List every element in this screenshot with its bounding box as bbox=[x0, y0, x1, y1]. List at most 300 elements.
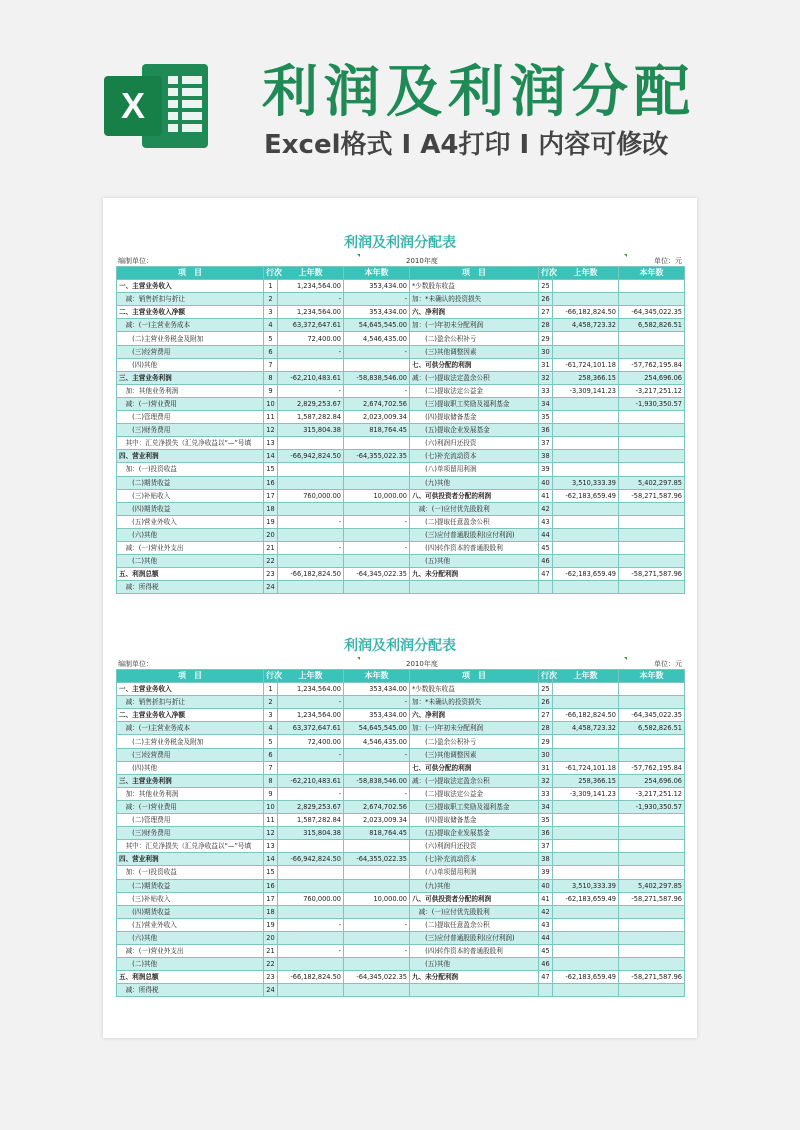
right-current-year-cell: 5,402,297.85 bbox=[619, 879, 685, 892]
right-line-no-cell: 27 bbox=[539, 306, 553, 319]
left-line-no-cell: 13 bbox=[264, 840, 278, 853]
right-line-no-cell: 30 bbox=[539, 748, 553, 761]
table-row bbox=[117, 774, 685, 787]
table-row bbox=[117, 437, 685, 450]
right-current-year-cell bbox=[619, 502, 685, 515]
right-current-year-cell bbox=[619, 280, 685, 293]
right-line-no-cell: 37 bbox=[539, 437, 553, 450]
left-item-cell: 三、主营业务利润 bbox=[117, 371, 264, 384]
right-item-cell: 加：(一)年初未分配利润 bbox=[410, 319, 539, 332]
left-current-year-cell bbox=[344, 502, 410, 515]
table-header-row bbox=[117, 267, 685, 280]
left-prev-year-cell: 72,400.00 bbox=[278, 735, 344, 748]
currency-unit-label: 单位：元 bbox=[654, 660, 682, 668]
left-prev-year-cell bbox=[278, 879, 344, 892]
left-line-no-cell: 21 bbox=[264, 541, 278, 554]
left-current-year-cell: 353,434.00 bbox=[344, 709, 410, 722]
left-item-cell: 减：(一)主营业务成本 bbox=[117, 319, 264, 332]
right-current-year-cell: 254,696.06 bbox=[619, 774, 685, 787]
left-current-year-cell: - bbox=[344, 515, 410, 528]
left-item-cell: 减：(一)营业外支出 bbox=[117, 944, 264, 957]
right-current-year-cell bbox=[619, 984, 685, 997]
left-line-no-cell: 10 bbox=[264, 397, 278, 410]
right-item-cell: *少数股东收益 bbox=[410, 683, 539, 696]
right-prev-year-cell bbox=[553, 437, 619, 450]
right-prev-year-cell: 258,366.15 bbox=[553, 774, 619, 787]
right-prev-year-cell bbox=[553, 528, 619, 541]
left-prev-year-cell: 63,372,647.61 bbox=[278, 722, 344, 735]
left-line-no-cell: 20 bbox=[264, 931, 278, 944]
right-item-cell: (三)提取职工奖励及福利基金 bbox=[410, 800, 539, 813]
table-header-row bbox=[117, 670, 685, 683]
left-prev-year-cell bbox=[278, 984, 344, 997]
right-prev-year-cell bbox=[553, 866, 619, 879]
comment-marker-icon bbox=[357, 254, 360, 257]
table-row bbox=[117, 696, 685, 709]
left-current-year-cell: -64,355,022.35 bbox=[344, 853, 410, 866]
left-line-no-cell: 5 bbox=[264, 332, 278, 345]
left-line-no-cell: 14 bbox=[264, 450, 278, 463]
right-prev-year-cell bbox=[553, 814, 619, 827]
table-row bbox=[117, 581, 685, 594]
right-current-year-cell: -57,762,195.84 bbox=[619, 761, 685, 774]
right-line-no-cell: 47 bbox=[539, 568, 553, 581]
left-line-no-cell: 7 bbox=[264, 761, 278, 774]
right-current-year-cell: -64,345,022.35 bbox=[619, 709, 685, 722]
left-item-cell: (四)其他 bbox=[117, 761, 264, 774]
table-row bbox=[117, 450, 685, 463]
left-item-cell: 减：所得税 bbox=[117, 984, 264, 997]
right-item-cell: (三)其他调整因素 bbox=[410, 345, 539, 358]
left-prev-year-cell bbox=[278, 581, 344, 594]
left-item-cell: (三)经营费用 bbox=[117, 345, 264, 358]
right-prev-year-cell bbox=[553, 840, 619, 853]
left-item-cell: (二)其他 bbox=[117, 958, 264, 971]
right-prev-year-cell: 3,510,333.39 bbox=[553, 879, 619, 892]
right-line-no-cell: 35 bbox=[539, 411, 553, 424]
left-prev-year-cell bbox=[278, 761, 344, 774]
report-table bbox=[116, 669, 685, 997]
table-row bbox=[117, 984, 685, 997]
right-line-no-cell: 28 bbox=[539, 319, 553, 332]
left-item-cell: (三)经营费用 bbox=[117, 748, 264, 761]
left-item-cell: 二、主营业务收入净额 bbox=[117, 709, 264, 722]
right-current-year-cell bbox=[619, 696, 685, 709]
right-prev-year-cell bbox=[553, 800, 619, 813]
left-line-no-cell: 6 bbox=[264, 345, 278, 358]
main-title: 利润及利润分配 bbox=[262, 59, 696, 125]
unit-label: 编制单位： bbox=[118, 257, 153, 265]
right-current-year-cell bbox=[619, 450, 685, 463]
right-prev-year-cell bbox=[553, 984, 619, 997]
right-current-year-cell bbox=[619, 555, 685, 568]
left-prev-year-cell: - bbox=[278, 345, 344, 358]
left-prev-year-cell: - bbox=[278, 696, 344, 709]
right-line-no-cell: 39 bbox=[539, 463, 553, 476]
left-line-no-cell: 8 bbox=[264, 774, 278, 787]
right-item-cell: 七、可供分配的利润 bbox=[410, 761, 539, 774]
left-item-cell: 二、主营业务收入净额 bbox=[117, 306, 264, 319]
right-item-cell: (五)其他 bbox=[410, 958, 539, 971]
right-current-year-cell bbox=[619, 905, 685, 918]
right-prev-year-cell bbox=[553, 424, 619, 437]
right-line-no-cell: 40 bbox=[539, 879, 553, 892]
right-current-year-cell bbox=[619, 293, 685, 306]
left-prev-year-cell bbox=[278, 905, 344, 918]
left-line-no-cell: 11 bbox=[264, 814, 278, 827]
table-row bbox=[117, 319, 685, 332]
table-row bbox=[117, 463, 685, 476]
left-prev-year-cell: -62,210,483.61 bbox=[278, 774, 344, 787]
left-item-cell: (三)财务费用 bbox=[117, 827, 264, 840]
comment-marker-icon bbox=[624, 657, 627, 660]
right-line-no-cell: 42 bbox=[539, 905, 553, 918]
right-line-no-cell: 41 bbox=[539, 489, 553, 502]
left-current-year-cell bbox=[344, 476, 410, 489]
right-prev-year-cell: 258,366.15 bbox=[553, 371, 619, 384]
right-current-year-cell bbox=[619, 411, 685, 424]
right-current-year-cell bbox=[619, 735, 685, 748]
left-current-year-cell: 10,000.00 bbox=[344, 489, 410, 502]
right-line-no-cell: 46 bbox=[539, 958, 553, 971]
right-prev-year-cell bbox=[553, 958, 619, 971]
period-label: 2010年度 bbox=[406, 660, 438, 668]
right-prev-year-cell bbox=[553, 502, 619, 515]
left-prev-year-cell bbox=[278, 840, 344, 853]
right-line-no-cell: 47 bbox=[539, 971, 553, 984]
left-item-cell: (三)补贴收入 bbox=[117, 892, 264, 905]
table-row bbox=[117, 384, 685, 397]
right-line-no-cell: 35 bbox=[539, 814, 553, 827]
left-prev-year-cell bbox=[278, 958, 344, 971]
right-item-cell bbox=[410, 984, 539, 997]
right-prev-year-cell bbox=[553, 827, 619, 840]
left-item-cell: 加：其他业务利润 bbox=[117, 384, 264, 397]
right-item-cell: (二)盈余公积补亏 bbox=[410, 735, 539, 748]
right-line-no-cell: 43 bbox=[539, 918, 553, 931]
right-prev-year-cell: -62,183,659.49 bbox=[553, 892, 619, 905]
right-current-year-cell: 254,696.06 bbox=[619, 371, 685, 384]
left-line-no-cell: 22 bbox=[264, 958, 278, 971]
table-row bbox=[117, 515, 685, 528]
right-prev-year-cell bbox=[553, 555, 619, 568]
right-prev-year-cell bbox=[553, 397, 619, 410]
left-line-no-cell: 16 bbox=[264, 879, 278, 892]
table-row bbox=[117, 958, 685, 971]
left-prev-year-cell: 1,587,282.84 bbox=[278, 411, 344, 424]
left-current-year-cell bbox=[344, 358, 410, 371]
left-item-cell: 一、主营业务收入 bbox=[117, 280, 264, 293]
right-current-year-cell bbox=[619, 748, 685, 761]
right-prev-year-cell: -61,724,101.18 bbox=[553, 358, 619, 371]
left-current-year-cell bbox=[344, 958, 410, 971]
right-current-year-cell: -58,271,587.96 bbox=[619, 892, 685, 905]
right-line-no-cell bbox=[539, 984, 553, 997]
column-header: 上年数 bbox=[553, 670, 619, 683]
left-line-no-cell: 10 bbox=[264, 800, 278, 813]
column-header: 项 目 bbox=[117, 670, 264, 683]
column-header: 上年数 bbox=[278, 267, 344, 280]
currency-unit-label: 单位：元 bbox=[654, 257, 682, 265]
right-item-cell: 加：*未确认的投资损失 bbox=[410, 696, 539, 709]
right-current-year-cell: -1,930,350.57 bbox=[619, 397, 685, 410]
right-line-no-cell: 29 bbox=[539, 735, 553, 748]
table-row bbox=[117, 280, 685, 293]
left-line-no-cell: 6 bbox=[264, 748, 278, 761]
left-line-no-cell: 3 bbox=[264, 306, 278, 319]
right-current-year-cell: -58,271,587.96 bbox=[619, 971, 685, 984]
left-line-no-cell: 8 bbox=[264, 371, 278, 384]
right-line-no-cell: 36 bbox=[539, 424, 553, 437]
right-item-cell: (二)提取法定公益金 bbox=[410, 384, 539, 397]
left-item-cell: (二)主营业务税金及附加 bbox=[117, 735, 264, 748]
right-current-year-cell bbox=[619, 528, 685, 541]
left-line-no-cell: 21 bbox=[264, 944, 278, 957]
left-item-cell: (五)营业外收入 bbox=[117, 515, 264, 528]
left-current-year-cell: -58,838,546.00 bbox=[344, 774, 410, 787]
right-item-cell: (七)补充流动资本 bbox=[410, 450, 539, 463]
table-row bbox=[117, 931, 685, 944]
left-prev-year-cell: 760,000.00 bbox=[278, 892, 344, 905]
column-header: 上年数 bbox=[278, 670, 344, 683]
left-item-cell: 五、利润总额 bbox=[117, 568, 264, 581]
left-line-no-cell: 14 bbox=[264, 853, 278, 866]
left-line-no-cell: 13 bbox=[264, 437, 278, 450]
left-line-no-cell: 17 bbox=[264, 489, 278, 502]
right-item-cell: (八)单项留用利润 bbox=[410, 463, 539, 476]
right-item-cell: 八、可供投资者分配的利润 bbox=[410, 892, 539, 905]
right-item-cell: *少数股东收益 bbox=[410, 280, 539, 293]
right-line-no-cell bbox=[539, 581, 553, 594]
right-line-no-cell: 32 bbox=[539, 774, 553, 787]
right-item-cell: (四)转作资本的普通股股利 bbox=[410, 541, 539, 554]
right-item-cell: (三)其他调整因素 bbox=[410, 748, 539, 761]
comment-marker-icon bbox=[624, 254, 627, 257]
table-row bbox=[117, 787, 685, 800]
left-prev-year-cell bbox=[278, 502, 344, 515]
right-item-cell: (五)其他 bbox=[410, 555, 539, 568]
table-row bbox=[117, 892, 685, 905]
excel-logo-icon bbox=[102, 56, 212, 156]
right-item-cell: (六)利润归还投资 bbox=[410, 437, 539, 450]
table-row bbox=[117, 489, 685, 502]
left-item-cell: 减：所得税 bbox=[117, 581, 264, 594]
right-line-no-cell: 26 bbox=[539, 696, 553, 709]
right-item-cell: (四)提取储备基金 bbox=[410, 814, 539, 827]
left-line-no-cell: 4 bbox=[264, 319, 278, 332]
left-current-year-cell: - bbox=[344, 293, 410, 306]
right-current-year-cell bbox=[619, 541, 685, 554]
right-current-year-cell bbox=[619, 866, 685, 879]
left-item-cell: (二)期货收益 bbox=[117, 476, 264, 489]
left-current-year-cell: -64,345,022.35 bbox=[344, 568, 410, 581]
left-current-year-cell bbox=[344, 866, 410, 879]
left-line-no-cell: 5 bbox=[264, 735, 278, 748]
right-item-cell: (二)盈余公积补亏 bbox=[410, 332, 539, 345]
right-prev-year-cell: 3,510,333.39 bbox=[553, 476, 619, 489]
table-row bbox=[117, 761, 685, 774]
left-prev-year-cell: -66,182,824.50 bbox=[278, 971, 344, 984]
right-item-cell: 六、净利润 bbox=[410, 306, 539, 319]
column-header: 本年数 bbox=[344, 670, 410, 683]
right-prev-year-cell bbox=[553, 450, 619, 463]
right-prev-year-cell bbox=[553, 411, 619, 424]
table-row bbox=[117, 555, 685, 568]
right-prev-year-cell bbox=[553, 683, 619, 696]
right-current-year-cell bbox=[619, 931, 685, 944]
left-prev-year-cell: 760,000.00 bbox=[278, 489, 344, 502]
right-item-cell: (二)提取法定公益金 bbox=[410, 787, 539, 800]
table-row bbox=[117, 424, 685, 437]
left-current-year-cell bbox=[344, 528, 410, 541]
right-prev-year-cell: -3,309,141.23 bbox=[553, 384, 619, 397]
left-current-year-cell bbox=[344, 905, 410, 918]
right-item-cell: 九、未分配利润 bbox=[410, 971, 539, 984]
right-prev-year-cell: -3,309,141.23 bbox=[553, 787, 619, 800]
right-line-no-cell: 33 bbox=[539, 384, 553, 397]
right-item-cell bbox=[410, 581, 539, 594]
table-row bbox=[117, 814, 685, 827]
left-current-year-cell: - bbox=[344, 944, 410, 957]
left-current-year-cell bbox=[344, 931, 410, 944]
right-item-cell: (六)利润归还投资 bbox=[410, 840, 539, 853]
right-prev-year-cell bbox=[553, 463, 619, 476]
right-item-cell: (四)提取储备基金 bbox=[410, 411, 539, 424]
left-current-year-cell: 818,764.45 bbox=[344, 424, 410, 437]
left-current-year-cell bbox=[344, 463, 410, 476]
right-item-cell: (八)单项留用利润 bbox=[410, 866, 539, 879]
sheet-meta bbox=[116, 254, 684, 266]
right-line-no-cell: 45 bbox=[539, 541, 553, 554]
left-item-cell: (三)财务费用 bbox=[117, 424, 264, 437]
left-prev-year-cell: 72,400.00 bbox=[278, 332, 344, 345]
left-prev-year-cell bbox=[278, 476, 344, 489]
right-prev-year-cell bbox=[553, 541, 619, 554]
left-item-cell: (二)管理费用 bbox=[117, 814, 264, 827]
right-item-cell: 七、可供分配的利润 bbox=[410, 358, 539, 371]
right-current-year-cell: 6,582,826.51 bbox=[619, 319, 685, 332]
left-prev-year-cell: 2,829,253.67 bbox=[278, 800, 344, 813]
right-current-year-cell: -1,930,350.57 bbox=[619, 800, 685, 813]
left-prev-year-cell: - bbox=[278, 384, 344, 397]
left-line-no-cell: 1 bbox=[264, 280, 278, 293]
column-header: 项 目 bbox=[410, 267, 539, 280]
right-line-no-cell: 31 bbox=[539, 761, 553, 774]
left-current-year-cell: -64,345,022.35 bbox=[344, 971, 410, 984]
right-prev-year-cell: -62,183,659.49 bbox=[553, 971, 619, 984]
left-line-no-cell: 15 bbox=[264, 463, 278, 476]
right-current-year-cell: -64,345,022.35 bbox=[619, 306, 685, 319]
right-current-year-cell bbox=[619, 424, 685, 437]
left-current-year-cell: 4,546,435.00 bbox=[344, 332, 410, 345]
table-row bbox=[117, 709, 685, 722]
left-current-year-cell: -58,838,546.00 bbox=[344, 371, 410, 384]
left-item-cell: 加：(一)投资收益 bbox=[117, 463, 264, 476]
left-current-year-cell: 353,434.00 bbox=[344, 306, 410, 319]
left-item-cell: 其中：汇兑净损失（汇兑净收益以“—”号填 bbox=[117, 840, 264, 853]
left-current-year-cell: 54,645,545.00 bbox=[344, 319, 410, 332]
unit-label: 编制单位： bbox=[118, 660, 153, 668]
left-current-year-cell: - bbox=[344, 918, 410, 931]
left-line-no-cell: 22 bbox=[264, 555, 278, 568]
left-current-year-cell: 2,674,702.56 bbox=[344, 397, 410, 410]
table-row bbox=[117, 358, 685, 371]
right-item-cell: (五)提取企业发展基金 bbox=[410, 827, 539, 840]
right-current-year-cell bbox=[619, 827, 685, 840]
right-item-cell: 减：(一)应付优先股股利 bbox=[410, 502, 539, 515]
right-item-cell: (五)提取企业发展基金 bbox=[410, 424, 539, 437]
right-prev-year-cell bbox=[553, 280, 619, 293]
right-prev-year-cell bbox=[553, 853, 619, 866]
right-current-year-cell bbox=[619, 958, 685, 971]
right-item-cell: 减：(一)应付优先股股利 bbox=[410, 905, 539, 918]
right-current-year-cell bbox=[619, 814, 685, 827]
left-current-year-cell: - bbox=[344, 748, 410, 761]
table-row bbox=[117, 866, 685, 879]
column-header: 本年数 bbox=[344, 267, 410, 280]
left-item-cell: 减：销售折扣与折让 bbox=[117, 293, 264, 306]
left-current-year-cell: 2,023,009.34 bbox=[344, 411, 410, 424]
table-row bbox=[117, 683, 685, 696]
right-current-year-cell bbox=[619, 345, 685, 358]
right-current-year-cell: -3,217,251.12 bbox=[619, 384, 685, 397]
left-item-cell: (四)期货收益 bbox=[117, 502, 264, 515]
right-line-no-cell: 33 bbox=[539, 787, 553, 800]
right-prev-year-cell: -62,183,659.49 bbox=[553, 568, 619, 581]
left-line-no-cell: 9 bbox=[264, 384, 278, 397]
column-header: 项 目 bbox=[410, 670, 539, 683]
left-prev-year-cell: 2,829,253.67 bbox=[278, 397, 344, 410]
right-current-year-cell bbox=[619, 840, 685, 853]
right-prev-year-cell bbox=[553, 735, 619, 748]
left-line-no-cell: 18 bbox=[264, 905, 278, 918]
left-current-year-cell: 2,674,702.56 bbox=[344, 800, 410, 813]
table-row bbox=[117, 332, 685, 345]
sheet-title: 利润及利润分配表 bbox=[344, 638, 456, 654]
left-item-cell: (三)补贴收入 bbox=[117, 489, 264, 502]
right-line-no-cell: 40 bbox=[539, 476, 553, 489]
report-table bbox=[116, 266, 685, 594]
column-header: 项 目 bbox=[117, 267, 264, 280]
report-sheet bbox=[116, 232, 684, 594]
right-current-year-cell bbox=[619, 918, 685, 931]
sheet-title: 利润及利润分配表 bbox=[344, 235, 456, 251]
table-row bbox=[117, 944, 685, 957]
left-line-no-cell: 16 bbox=[264, 476, 278, 489]
right-line-no-cell: 43 bbox=[539, 515, 553, 528]
left-line-no-cell: 2 bbox=[264, 293, 278, 306]
left-line-no-cell: 20 bbox=[264, 528, 278, 541]
right-prev-year-cell bbox=[553, 332, 619, 345]
left-line-no-cell: 19 bbox=[264, 918, 278, 931]
left-prev-year-cell: 1,234,564.00 bbox=[278, 306, 344, 319]
left-prev-year-cell bbox=[278, 931, 344, 944]
right-line-no-cell: 28 bbox=[539, 722, 553, 735]
right-item-cell: (九)其他 bbox=[410, 879, 539, 892]
right-item-cell: (二)提取任意盈余公积 bbox=[410, 515, 539, 528]
left-item-cell: 四、营业利润 bbox=[117, 450, 264, 463]
column-header: 行次 bbox=[264, 267, 278, 280]
left-line-no-cell: 18 bbox=[264, 502, 278, 515]
left-current-year-cell: -64,355,022.35 bbox=[344, 450, 410, 463]
right-current-year-cell bbox=[619, 944, 685, 957]
right-prev-year-cell: -66,182,824.50 bbox=[553, 306, 619, 319]
left-prev-year-cell: -66,942,824.50 bbox=[278, 853, 344, 866]
table-row bbox=[117, 541, 685, 554]
table-row bbox=[117, 397, 685, 410]
left-line-no-cell: 1 bbox=[264, 683, 278, 696]
left-prev-year-cell: 315,804.38 bbox=[278, 424, 344, 437]
